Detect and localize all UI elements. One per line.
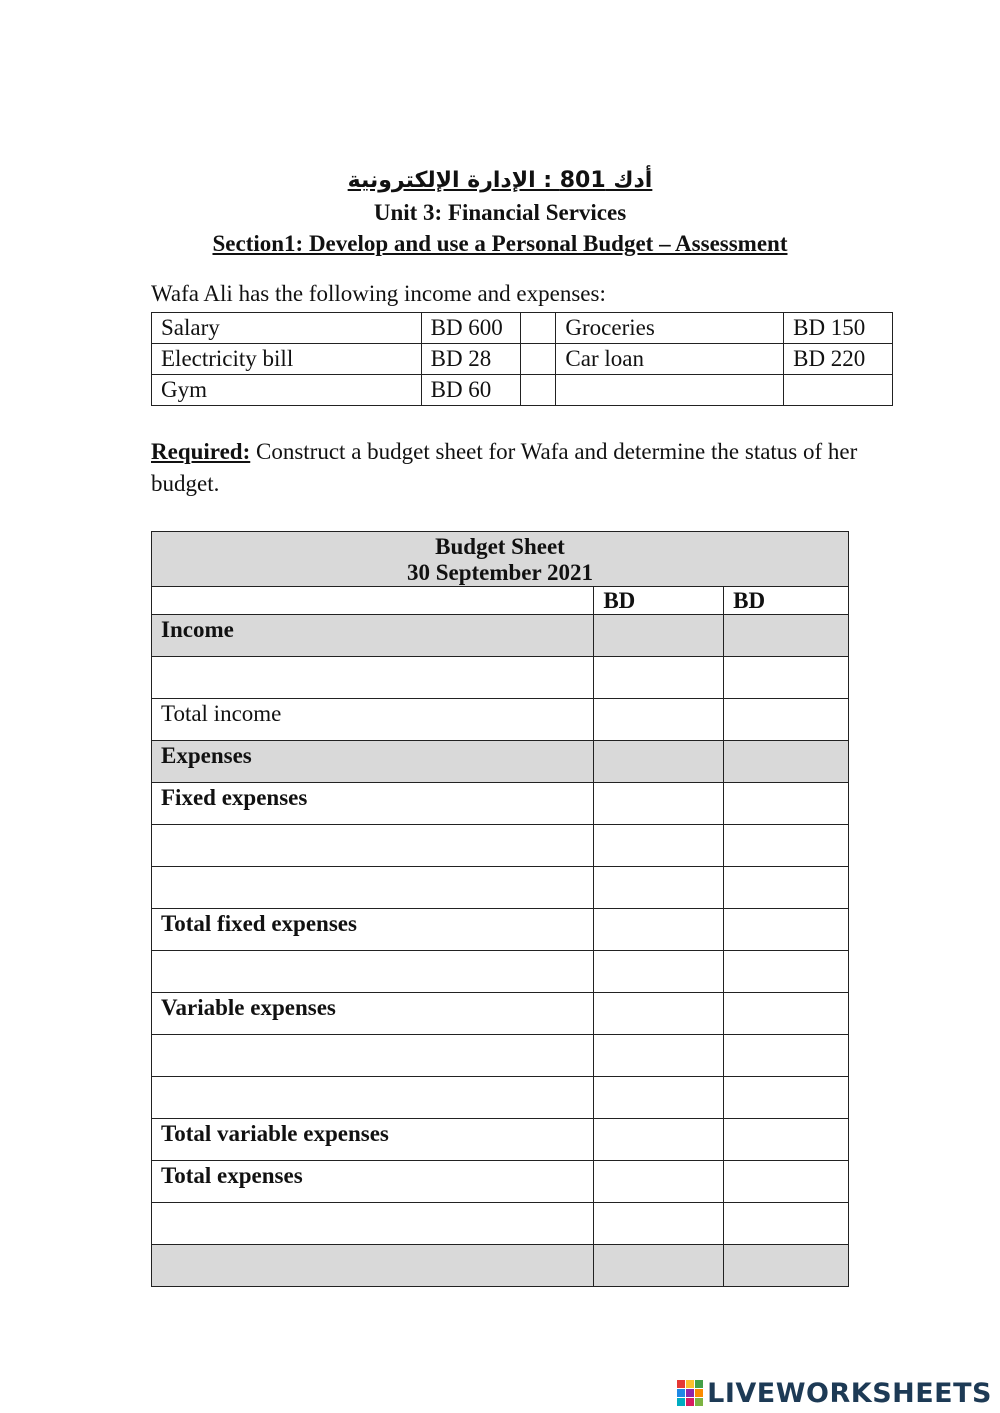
answer-cell[interactable] <box>724 1245 849 1287</box>
row-label: Total variable expenses <box>152 1119 594 1161</box>
answer-cell[interactable] <box>724 1119 849 1161</box>
answer-cell[interactable] <box>152 951 594 993</box>
answer-cell[interactable] <box>152 1077 594 1119</box>
budget-row-income <box>152 615 849 657</box>
answer-cell[interactable] <box>594 1119 724 1161</box>
row-label: Total fixed expenses <box>152 909 594 951</box>
table-row <box>152 313 893 344</box>
budget-row-expenses <box>152 741 849 783</box>
logo-square <box>686 1389 694 1397</box>
answer-cell[interactable] <box>724 657 849 699</box>
answer-cell[interactable] <box>594 1077 724 1119</box>
budget-row-blank <box>152 867 849 909</box>
table-row <box>152 375 893 406</box>
column-header-row <box>152 587 849 615</box>
spacer-cell <box>521 313 556 344</box>
logo-grid-icon <box>677 1380 703 1406</box>
answer-cell[interactable] <box>594 1035 724 1077</box>
budget-row-status <box>152 1245 849 1287</box>
answer-cell[interactable] <box>152 867 594 909</box>
answer-cell[interactable] <box>594 951 724 993</box>
budget-row-blank <box>152 1203 849 1245</box>
required-text: Construct a budget sheet for Wafa and determine the status of her budget. <box>151 439 858 496</box>
required-label: Required: <box>151 439 251 464</box>
section-title: Section1: Develop and use a Personal Budget – Assessment <box>212 231 788 256</box>
row-label: Total income <box>152 699 594 741</box>
answer-cell[interactable] <box>152 1035 594 1077</box>
liveworksheets-logo[interactable] <box>677 1378 992 1408</box>
spacer-cell <box>521 344 556 375</box>
budget-sheet-date: 30 September 2021 <box>406 560 594 585</box>
income-expense-table <box>151 312 893 406</box>
row-label: Income <box>152 615 594 657</box>
answer-cell[interactable] <box>724 993 849 1035</box>
logo-square <box>677 1389 685 1397</box>
logo-square <box>677 1380 685 1388</box>
answer-cell[interactable] <box>594 909 724 951</box>
answer-cell[interactable] <box>594 1245 724 1287</box>
answer-cell[interactable] <box>152 825 594 867</box>
budget-row-blank <box>152 657 849 699</box>
answer-cell[interactable] <box>724 615 849 657</box>
row-label: Expenses <box>152 741 594 783</box>
column-header-bd-2: BD <box>724 587 849 615</box>
answer-cell[interactable] <box>594 1161 724 1203</box>
budget-row-total-income <box>152 699 849 741</box>
answer-cell[interactable] <box>724 699 849 741</box>
item-label <box>556 375 784 406</box>
answer-cell[interactable] <box>724 909 849 951</box>
answer-cell[interactable] <box>724 951 849 993</box>
row-label: Fixed expenses <box>152 783 594 825</box>
budget-row-blank <box>152 951 849 993</box>
course-title-arabic: أدك 801 : الإدارة الإلكترونية <box>347 168 653 193</box>
item-amount: BD 60 <box>421 375 521 406</box>
answer-cell[interactable] <box>724 741 849 783</box>
answer-cell[interactable] <box>594 1203 724 1245</box>
answer-cell[interactable] <box>594 825 724 867</box>
row-label: Total expenses <box>152 1161 594 1203</box>
item-amount <box>784 375 893 406</box>
budget-row-variable-expenses <box>152 993 849 1035</box>
answer-cell[interactable] <box>724 1161 849 1203</box>
budget-row-blank <box>152 825 849 867</box>
spacer-cell <box>521 375 556 406</box>
logo-square <box>695 1380 703 1388</box>
answer-cell[interactable] <box>594 867 724 909</box>
item-label: Groceries <box>556 313 784 344</box>
answer-cell[interactable] <box>152 657 594 699</box>
answer-cell[interactable] <box>724 1077 849 1119</box>
item-amount: BD 220 <box>784 344 893 375</box>
required-instruction <box>151 436 871 500</box>
answer-cell[interactable] <box>724 783 849 825</box>
answer-cell[interactable] <box>594 741 724 783</box>
logo-square <box>686 1398 694 1406</box>
budget-row-fixed-expenses <box>152 783 849 825</box>
answer-cell[interactable] <box>724 1035 849 1077</box>
item-amount: BD 600 <box>421 313 521 344</box>
answer-cell[interactable] <box>724 825 849 867</box>
item-label: Gym <box>152 375 422 406</box>
answer-cell[interactable] <box>594 699 724 741</box>
item-amount: BD 28 <box>421 344 521 375</box>
answer-cell[interactable] <box>594 615 724 657</box>
table-row <box>152 344 893 375</box>
answer-cell[interactable] <box>594 783 724 825</box>
budget-sheet-header <box>152 532 849 587</box>
logo-square <box>686 1380 694 1388</box>
budget-row-blank <box>152 1077 849 1119</box>
logo-square <box>677 1398 685 1406</box>
item-label: Electricity bill <box>152 344 422 375</box>
answer-cell[interactable] <box>152 1203 594 1245</box>
item-label: Car loan <box>556 344 784 375</box>
answer-cell[interactable] <box>594 993 724 1035</box>
column-header-bd-1: BD <box>594 587 724 615</box>
item-label: Salary <box>152 313 422 344</box>
budget-sheet-table <box>151 531 849 1287</box>
unit-title: Unit 3: Financial Services <box>373 200 627 225</box>
brand-name: LIVEWORKSHEETS <box>707 1377 992 1409</box>
intro-text: Wafa Ali has the following income and expenses: <box>151 281 606 306</box>
answer-cell[interactable] <box>152 1245 594 1287</box>
budget-row-total-variable <box>152 1119 849 1161</box>
budget-row-blank <box>152 1035 849 1077</box>
row-label: Variable expenses <box>152 993 594 1035</box>
logo-square <box>695 1398 703 1406</box>
answer-cell[interactable] <box>724 1203 849 1245</box>
answer-cell[interactable] <box>594 657 724 699</box>
budget-row-total-fixed <box>152 909 849 951</box>
item-amount: BD 150 <box>784 313 893 344</box>
answer-cell[interactable] <box>724 867 849 909</box>
budget-sheet-title: Budget Sheet <box>435 534 565 559</box>
logo-square <box>695 1389 703 1397</box>
budget-row-total-expenses <box>152 1161 849 1203</box>
